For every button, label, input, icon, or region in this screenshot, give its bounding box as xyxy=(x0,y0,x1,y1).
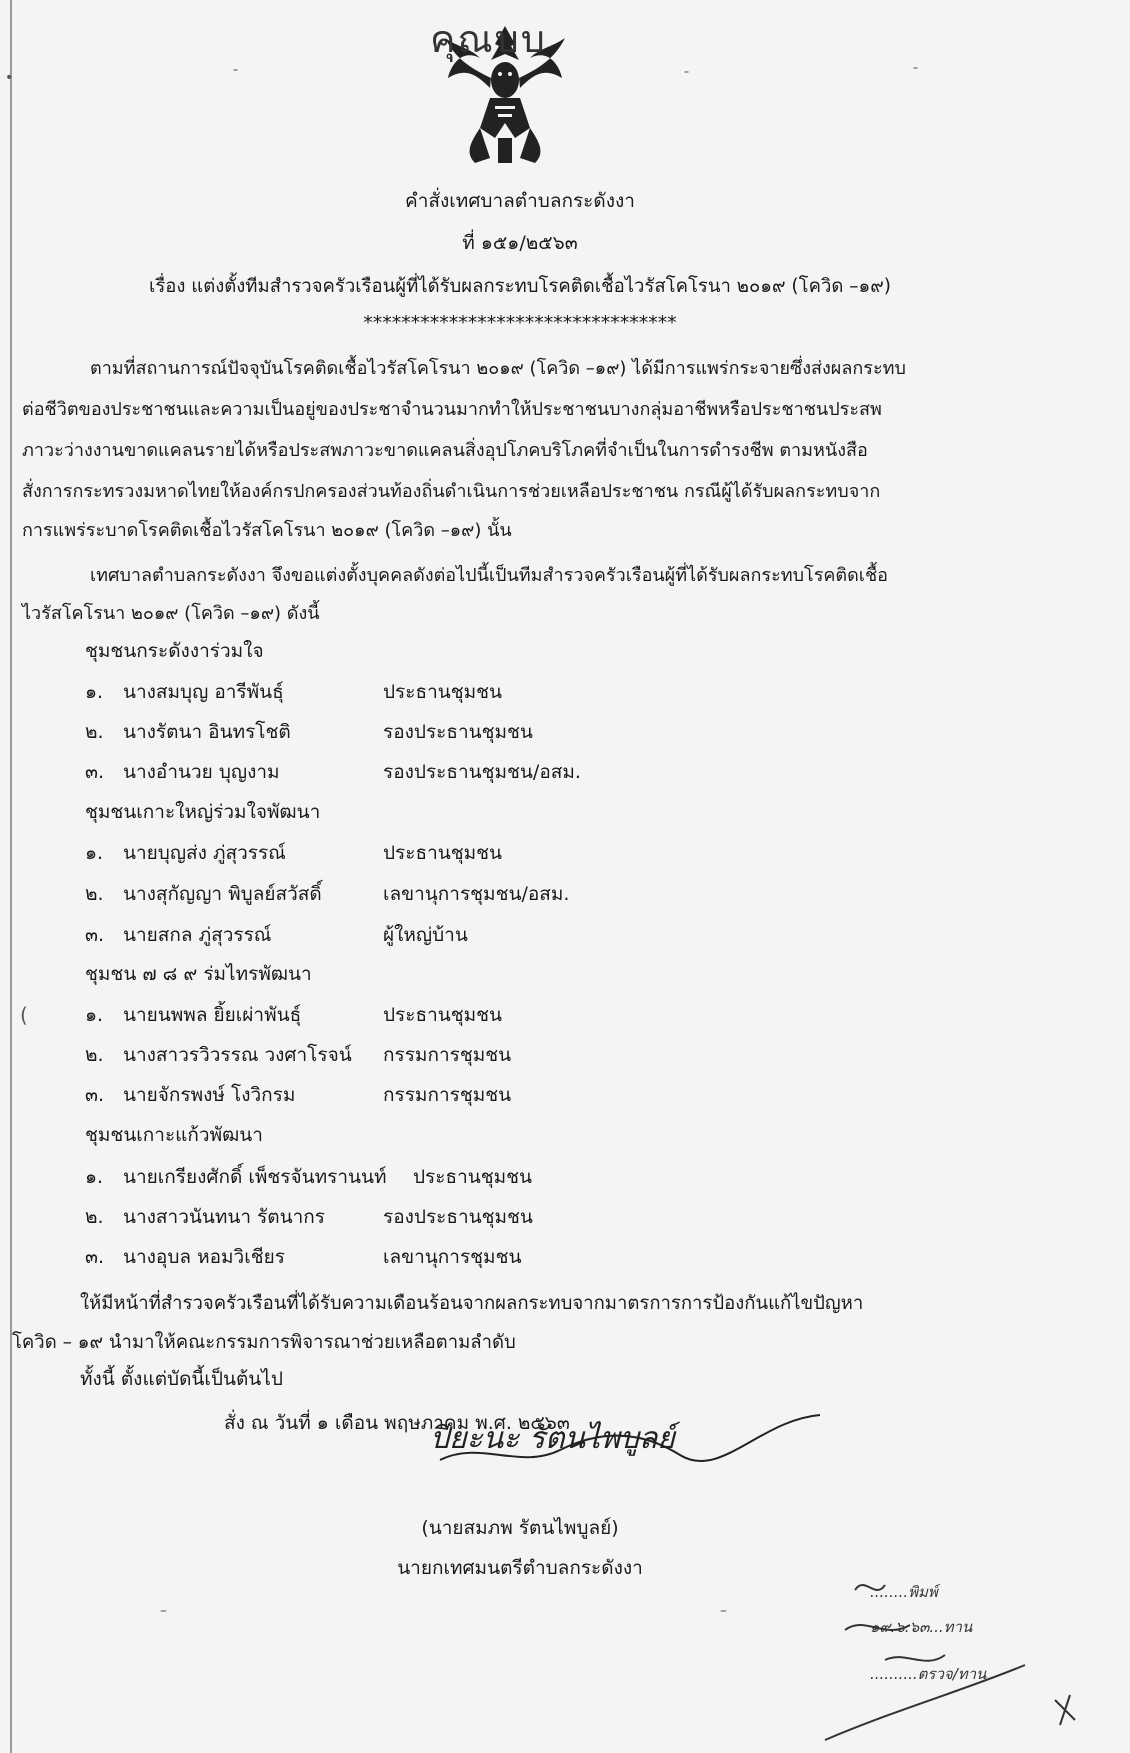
paragraph-line: ไวรัสโคโรนา ๒๐๑๙ (โควิด –๑๙) ดังนี้ xyxy=(22,603,320,624)
order-subject: เรื่อง แต่งตั้งทีมสำรวจครัวเรือนผู้ที่ได้รับผลกระทบโรคติดเชื้อไวรัสโคโรนา ๒๐๑๙ (โควิด –๑๙) xyxy=(149,276,891,297)
member-role: รองประธานชุมชน/อสม. xyxy=(383,761,581,783)
signature-stroke xyxy=(420,1410,840,1480)
paragraph-line: การแพร่ระบาดโรคติดเชื้อไวรัสโคโรนา ๒๐๑๙ (โควิด –๑๙) นั้น xyxy=(22,520,512,541)
member-no: ๓. xyxy=(85,761,105,783)
member-name: นางสาวนันทนา รัตนากร xyxy=(123,1206,325,1228)
routing-reviewed: ..........ตรวจ/ทาน xyxy=(870,1665,987,1683)
paragraph-line: เทศบาลตำบลกระดังงา จึงขอแต่งตั้งบุคคลดังต่อไปนี้เป็นทีมสำรวจครัวเรือนผู้ที่ได้รับผลกระทบโรคติดเชื้อ xyxy=(90,565,888,586)
member-name: นางรัตนา อินทรโชติ xyxy=(123,721,291,743)
member-no: ๑. xyxy=(85,842,104,864)
member-role: รองประธานชุมชน xyxy=(383,721,533,743)
order-number: ที่ ๑๕๑/๒๕๖๓ xyxy=(462,232,578,254)
member-no: ๑. xyxy=(85,1004,104,1026)
separator: ********************************* xyxy=(363,312,677,334)
community-name: ชุมชนเกาะใหญ่ร่วมใจพัฒนา xyxy=(85,801,321,823)
member-no: ๓. xyxy=(85,1246,105,1268)
signer-name: (นายสมภพ รัตนไพบูลย์) xyxy=(421,1517,619,1539)
member-name: นายเกรียงศักดิ์ เพ็ชรจันทรานนท์ xyxy=(123,1166,387,1188)
member-role: กรรมการชุมชน xyxy=(383,1044,512,1066)
member-no: ๒. xyxy=(85,1044,104,1066)
effective-line: ทั้งนี้ ตั้งแต่บัดนี้เป็นต้นไป xyxy=(80,1368,283,1390)
scan-mark: • xyxy=(5,70,14,86)
duty-line: ให้มีหน้าที่สำรวจครัวเรือนที่ได้รับความเดือนร้อนจากผลกระทบจากมาตรการการป้องกันแก้ไขปัญหา xyxy=(80,1293,864,1314)
member-name: นายสกล ภู่สุวรรณ์ xyxy=(123,924,272,946)
community-name: ชุมชนกระดังงาร่วมใจ xyxy=(85,640,264,662)
member-name: นางสมบุญ อารีพันธุ์ xyxy=(123,681,284,703)
scan-mark: – xyxy=(720,1603,727,1619)
member-no: ๒. xyxy=(85,883,104,905)
member-no: ๑. xyxy=(85,681,104,703)
community-name: ชุมชนเกาะแก้วพัฒนา xyxy=(85,1124,263,1146)
member-name: นางอุบล หอมวิเชียร xyxy=(123,1246,285,1268)
member-no: ๓. xyxy=(85,924,105,946)
scan-mark: ˉ xyxy=(912,66,919,82)
scan-edge xyxy=(10,0,12,1753)
scan-mark: ( xyxy=(20,1003,28,1027)
member-no: ๒. xyxy=(85,1206,104,1228)
scan-mark: ˉ xyxy=(683,70,690,86)
routing-checked: ๑๙.๖.๖๓...ทาน xyxy=(870,1618,973,1636)
order-title: คำสั่งเทศบาลตำบลกระดังงา xyxy=(405,190,635,212)
member-role: รองประธานชุมชน xyxy=(383,1206,533,1228)
signer-position: นายกเทศมนตรีตำบลกระดังงา xyxy=(397,1557,643,1579)
member-role: เลขานุการชุมชน xyxy=(383,1246,522,1268)
scan-mark: ˉ xyxy=(232,68,239,84)
member-role: ผู้ใหญ่บ้าน xyxy=(383,924,468,946)
community-name: ชุมชน ๗ ๘ ๙ ร่มไทรพัฒนา xyxy=(85,963,312,985)
paragraph-line: ตามที่สถานการณ์ปัจจุบันโรคติดเชื้อไวรัสโคโรนา ๒๐๑๙ (โควิด –๑๙) ได้มีการแพร่กระจายซึ่งส่งผลกระทบ xyxy=(90,358,906,379)
member-no: ๑. xyxy=(85,1166,104,1188)
paragraph-line: ต่อชีวิตของประชาชนและความเป็นอยู่ของประชาจำนวนมากทำให้ประชาชนบางกลุ่มอาชีพหรือประชาชนประสพ xyxy=(22,399,882,420)
routing-initials xyxy=(815,1570,1115,1745)
member-name: นายจักรพงษ์ โงวิกรม xyxy=(123,1084,296,1106)
order-date: สั่ง ณ วันที่ ๑ เดือน พฤษภาคม พ.ศ. ๒๕๖๓ xyxy=(224,1412,570,1434)
signature-scrawl: ปิยะนะ รัตนไพบูลย์ xyxy=(430,1421,675,1456)
member-role: กรรมการชุมชน xyxy=(383,1084,512,1106)
member-role: ประธานชุมชน xyxy=(383,842,503,864)
scan-mark: – xyxy=(160,1603,167,1619)
paragraph-line: ภาวะว่างงานขาดแคลนรายได้หรือประสพภาวะขาดแคลนสิ่งอุปโภคบริโภคที่จำเป็นในการดำรงชีพ ตามหนังสือ xyxy=(22,440,868,461)
member-no: ๓. xyxy=(85,1084,105,1106)
member-role: ประธานชุมชน xyxy=(383,681,503,703)
member-name: นางอำนวย บุญงาม xyxy=(123,761,280,783)
paragraph-line: สั่งการกระทรวงมหาดไทยให้องค์กรปกครองส่วนท้องถิ่นดำเนินการช่วยเหลือประชาชน กรณีผู้ได้รับผลกระทบจาก xyxy=(22,481,881,502)
handwritten-stamp: คุณบบ xyxy=(430,17,547,61)
member-no: ๒. xyxy=(85,721,104,743)
member-role: เลขานุการชุมชน/อสม. xyxy=(383,883,570,905)
duty-line: โควิด – ๑๙ นำมาให้คณะกรรมการพิจารณาช่วยเหลือตามลำดับ xyxy=(12,1332,516,1353)
member-role: ประธานชุมชน xyxy=(383,1004,503,1026)
member-name: นายบุญส่ง ภู่สุวรรณ์ xyxy=(123,842,286,864)
member-name: นายนพพล ยิ้ยเผ่าพันธุ์ xyxy=(123,1004,302,1026)
routing-typed: ........พิมพ์ xyxy=(870,1583,938,1601)
member-role: ประธานชุมชน xyxy=(413,1166,533,1188)
member-name: นางสุกัญญา พิบูลย์สวัสดิ์ xyxy=(123,883,322,905)
member-name: นางสาวรวิวรรณ วงศาโรจน์ xyxy=(123,1044,352,1066)
